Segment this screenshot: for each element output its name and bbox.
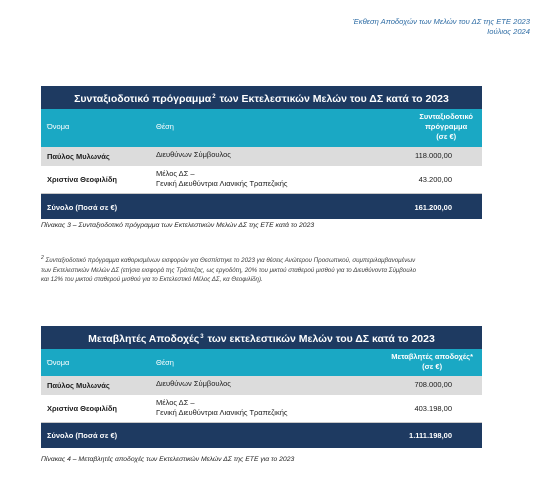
table-caption: Πίνακας 3 – Συνταξιοδοτικό πρόγραμμα των Εκτελεστικών Μελών ΔΣ της ΕΤΕ κατά το 2023: [41, 222, 315, 229]
table-row: [41, 376, 482, 395]
col-value-header: Μεταβλητές αποδοχές* (σε €): [391, 352, 473, 371]
row-name: Χριστίνα Θεοφιλίδη: [47, 175, 117, 184]
variable-pay-table-title: Μεταβλητές Αποδοχές$^3$ των εκτελεστικών Μελών του ΔΣ κατά το 2023: [41, 326, 482, 349]
pension-table: [41, 86, 482, 219]
total-value: 1.111.198,00: [409, 431, 452, 440]
col-name-header: Όνομα: [47, 358, 70, 367]
col-position-header: Θέση: [156, 122, 174, 131]
table-row: [41, 166, 482, 194]
row-position: Μέλος ΔΣ – Γενική Διευθύντρια Λιανικής Τραπεζικής: [156, 398, 288, 417]
row-name: Χριστίνα Θεοφιλίδη: [47, 404, 117, 413]
pension-table-title: Συνταξιοδοτικό πρόγραμμα$^2$ των Εκτελεστικών Μελών του ΔΣ κατά το 2023: [41, 86, 482, 109]
total-value: 161.200,00: [414, 203, 452, 212]
col-name-header: Όνομα: [47, 122, 70, 131]
table-row: [41, 395, 482, 423]
variable-pay-table: [41, 326, 482, 448]
total-row: [41, 194, 482, 219]
table-caption: Πίνακας 4 – Μεταβλητές αποδοχές των Εκτελεστικών Μελών ΔΣ της ΕΤΕ για το 2023: [41, 456, 295, 463]
row-value: 118.000,00: [415, 151, 452, 160]
row-value: 403.198,00: [414, 404, 452, 413]
row-name: Παύλος Μυλωνάς: [47, 152, 110, 161]
col-position-header: Θέση: [156, 358, 174, 367]
total-label: Σύνολο (Ποσά σε €): [47, 203, 118, 212]
table-row: [41, 147, 482, 166]
footnote: $^2$ Συνταξιοδοτικό πρόγραμμα καθορισμένων εισφορών για Θεσπίστηκε το 2023 για θέσεις Ανώτερου Προσωπικού, συμπεριλαμβανομένων των Εκτελεστικών Μελών ΔΣ (ετήσια εισφορά της Τράπεζας, ως εργοδότη, 20% του μικτού σταθερού μισθού για το Διευθύνοντα Σύμβουλο και 12% του μικτού σταθερού μισθού για το Εκτελεστικό Μέλος ΔΣ, κα Θεοφιλίδη).: [41, 255, 417, 284]
report-header: [353, 17, 530, 37]
row-name: Παύλος Μυλωνάς: [47, 381, 110, 390]
row-position: Μέλος ΔΣ – Γενική Διευθύντρια Λιανικής Τραπεζικής: [156, 169, 288, 188]
row-value: 43.200,00: [418, 175, 452, 184]
pension-table-header: [41, 109, 482, 147]
col-value-header: Συνταξιοδοτικό πρόγραμμα (σε €): [419, 112, 473, 141]
total-label: Σύνολο (Ποσά σε €): [47, 431, 118, 440]
row-value: 708.000,00: [414, 380, 452, 389]
row-position: Διευθύνων Σύμβουλος: [156, 379, 231, 388]
report-title: Έκθεση Αποδοχών των Μελών του ΔΣ της ΕΤΕ 2023: [352, 17, 530, 26]
total-row: [41, 423, 482, 448]
row-position: Διευθύνων Σύμβουλος: [156, 150, 231, 159]
variable-pay-table-header: [41, 349, 482, 376]
report-date: Ιούλιος 2024: [487, 27, 530, 36]
